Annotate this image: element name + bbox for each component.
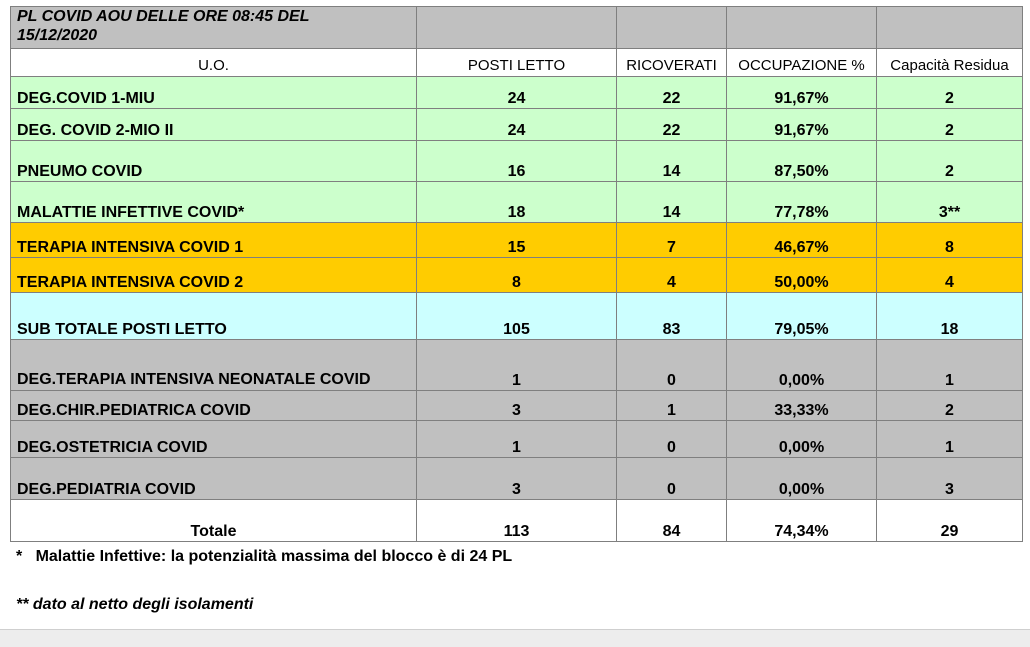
bottom-scroll-bar[interactable]	[0, 629, 1030, 647]
row-capacita: 2	[877, 141, 1023, 182]
row-posti: 3	[417, 458, 617, 500]
row-name: MALATTIE INFETTIVE COVID*	[11, 182, 417, 223]
header-occupazione: OCCUPAZIONE %	[727, 49, 877, 77]
row-name: DEG.PEDIATRIA COVID	[11, 458, 417, 500]
row-occupazione: 91,67%	[727, 77, 877, 109]
row-occupazione: 91,67%	[727, 109, 877, 141]
row-posti: 1	[417, 340, 617, 391]
total-label: Totale	[11, 500, 417, 542]
table-row	[11, 391, 1023, 421]
header-capacita-residua: Capacità Residua	[877, 49, 1023, 77]
total-posti: 113	[417, 500, 617, 542]
row-occupazione: 87,50%	[727, 141, 877, 182]
row-name: DEG.OSTETRICIA COVID	[11, 421, 417, 458]
title-blank-cell	[417, 7, 617, 49]
row-posti: 3	[417, 391, 617, 421]
table-row	[11, 421, 1023, 458]
row-name: PNEUMO COVID	[11, 141, 417, 182]
row-ricoverati: 4	[617, 258, 727, 293]
row-posti: 24	[417, 77, 617, 109]
row-ricoverati: 0	[617, 340, 727, 391]
table-row	[11, 182, 1023, 223]
row-capacita: 4	[877, 258, 1023, 293]
row-capacita: 18	[877, 293, 1023, 340]
row-capacita: 2	[877, 391, 1023, 421]
table-row	[11, 258, 1023, 293]
table-row	[11, 109, 1023, 141]
subtotal-row	[11, 293, 1023, 340]
table-row	[11, 223, 1023, 258]
row-occupazione: 33,33%	[727, 391, 877, 421]
total-ricoverati: 84	[617, 500, 727, 542]
row-name: DEG. COVID 2-MIO II	[11, 109, 417, 141]
title-blank-cell	[877, 7, 1023, 49]
row-occupazione: 0,00%	[727, 458, 877, 500]
row-name: DEG.CHIR.PEDIATRICA COVID	[11, 391, 417, 421]
row-capacita: 3	[877, 458, 1023, 500]
header-posti-letto: POSTI LETTO	[417, 49, 617, 77]
row-capacita: 1	[877, 421, 1023, 458]
total-row	[11, 500, 1023, 542]
row-occupazione: 46,67%	[727, 223, 877, 258]
row-name: DEG.COVID 1-MIU	[11, 77, 417, 109]
row-occupazione: 79,05%	[727, 293, 877, 340]
row-ricoverati: 0	[617, 458, 727, 500]
row-name: TERAPIA INTENSIVA COVID 1	[11, 223, 417, 258]
row-capacita: 8	[877, 223, 1023, 258]
row-posti: 18	[417, 182, 617, 223]
table-row	[11, 77, 1023, 109]
total-occupazione: 74,34%	[727, 500, 877, 542]
title-row	[11, 7, 1023, 49]
row-ricoverati: 83	[617, 293, 727, 340]
row-ricoverati: 7	[617, 223, 727, 258]
header-row	[11, 49, 1023, 77]
row-posti: 8	[417, 258, 617, 293]
row-name: DEG.TERAPIA INTENSIVA NEONATALE COVID	[11, 340, 417, 391]
footnote-malattie-infettive: * Malattie Infettive: la potenzialità massima del blocco è di 24 PL	[16, 548, 513, 565]
row-occupazione: 50,00%	[727, 258, 877, 293]
row-capacita: 2	[877, 109, 1023, 141]
row-ricoverati: 22	[617, 77, 727, 109]
header-ricoverati: RICOVERATI	[617, 49, 727, 77]
row-posti: 24	[417, 109, 617, 141]
report-date: 15/12/2020	[17, 27, 98, 44]
table-row	[11, 141, 1023, 182]
row-ricoverati: 0	[617, 421, 727, 458]
header-uo: U.O.	[11, 49, 417, 77]
row-occupazione: 77,78%	[727, 182, 877, 223]
row-posti: 105	[417, 293, 617, 340]
row-capacita: 3**	[877, 182, 1023, 223]
row-occupazione: 0,00%	[727, 340, 877, 391]
row-ricoverati: 14	[617, 141, 727, 182]
row-ricoverati: 1	[617, 391, 727, 421]
row-name: TERAPIA INTENSIVA COVID 2	[11, 258, 417, 293]
table-row	[11, 340, 1023, 391]
report-title-line1: PL COVID AOU DELLE ORE 08:45 DEL	[17, 8, 310, 25]
row-ricoverati: 22	[617, 109, 727, 141]
table-row	[11, 458, 1023, 500]
covid-beds-table	[10, 6, 1023, 542]
row-name: SUB TOTALE POSTI LETTO	[11, 293, 417, 340]
row-capacita: 1	[877, 340, 1023, 391]
row-posti: 1	[417, 421, 617, 458]
total-capacita: 29	[877, 500, 1023, 542]
row-posti: 16	[417, 141, 617, 182]
row-posti: 15	[417, 223, 617, 258]
row-ricoverati: 14	[617, 182, 727, 223]
footnote-isolamenti: ** dato al netto degli isolamenti	[16, 596, 254, 613]
title-blank-cell	[617, 7, 727, 49]
row-occupazione: 0,00%	[727, 421, 877, 458]
row-capacita: 2	[877, 77, 1023, 109]
title-blank-cell	[727, 7, 877, 49]
report-title	[11, 7, 417, 49]
